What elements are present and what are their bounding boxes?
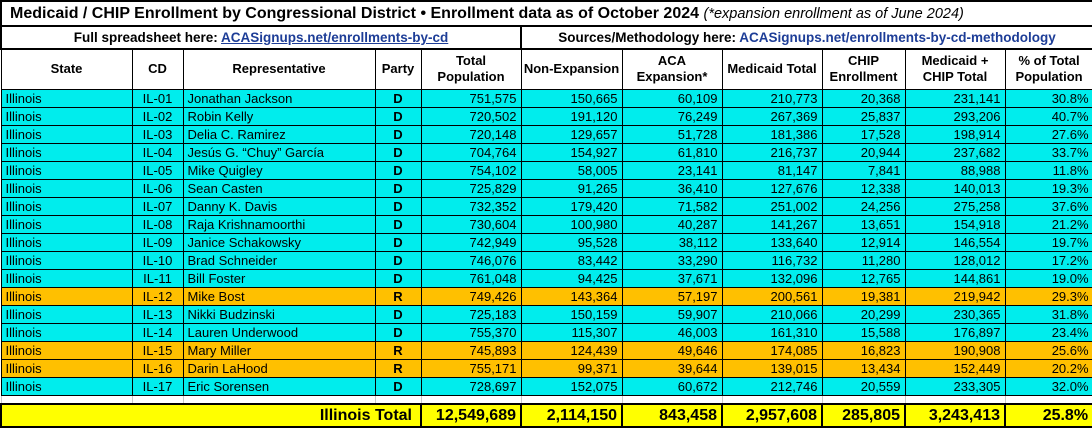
cell-party: D	[375, 197, 421, 215]
cell-party: D	[375, 305, 421, 323]
cell-party: D	[375, 107, 421, 125]
table-row	[1, 341, 1092, 359]
column-header-chip-enrollment: CHIP Enrollment	[822, 49, 905, 89]
cell-pct: 37.6%	[1005, 197, 1092, 215]
cell-cd: IL-09	[132, 233, 183, 251]
cell-rep: Eric Sorensen	[183, 377, 375, 395]
cell-pop: 742,949	[421, 233, 521, 251]
cell-medchip: 233,305	[905, 377, 1005, 395]
table-row	[1, 197, 1092, 215]
cell-nonexp: 150,159	[521, 305, 622, 323]
cell-pop: 755,370	[421, 323, 521, 341]
cell-party: R	[375, 287, 421, 305]
table-row	[1, 125, 1092, 143]
cell-medchip: 144,861	[905, 269, 1005, 287]
cell-medicaid: 267,369	[722, 107, 822, 125]
cell-medicaid: 132,096	[722, 269, 822, 287]
column-header-aca-expansion: ACA Expansion*	[622, 49, 722, 89]
methodology-link-label: Sources/Methodology here:	[558, 30, 737, 45]
cell-nonexp: 129,657	[521, 125, 622, 143]
cell-state: Illinois	[1, 143, 132, 161]
cell-rep: Robin Kelly	[183, 107, 375, 125]
cell-party: R	[375, 341, 421, 359]
cell-pop: 749,426	[421, 287, 521, 305]
cell-cd: IL-07	[132, 197, 183, 215]
cell-aca: 40,287	[622, 215, 722, 233]
table-row	[1, 143, 1092, 161]
cell-aca: 57,197	[622, 287, 722, 305]
cell-cd: IL-05	[132, 161, 183, 179]
spacer-cell	[722, 395, 822, 404]
cell-aca: 38,112	[622, 233, 722, 251]
cell-aca: 60,672	[622, 377, 722, 395]
cell-medchip: 140,013	[905, 179, 1005, 197]
cell-chip: 12,914	[822, 233, 905, 251]
cell-rep: Jesús G. “Chuy” García	[183, 143, 375, 161]
cell-state: Illinois	[1, 305, 132, 323]
spreadsheet-link[interactable]: ACASignups.net/enrollments-by-cd	[221, 30, 449, 45]
spacer-row	[1, 395, 1092, 404]
cell-medchip: 176,897	[905, 323, 1005, 341]
cell-medchip: 128,012	[905, 251, 1005, 269]
cell-pop: 745,893	[421, 341, 521, 359]
total-aca-expansion-value: 843,458	[622, 404, 722, 427]
cell-rep: Mike Quigley	[183, 161, 375, 179]
cell-chip: 12,765	[822, 269, 905, 287]
cell-rep: Lauren Underwood	[183, 323, 375, 341]
cell-state: Illinois	[1, 359, 132, 377]
cell-cd: IL-16	[132, 359, 183, 377]
cell-pct: 17.2%	[1005, 251, 1092, 269]
cell-medicaid: 81,147	[722, 161, 822, 179]
spacer-cell	[622, 395, 722, 404]
table-row	[1, 377, 1092, 395]
cell-nonexp: 154,927	[521, 143, 622, 161]
cell-party: R	[375, 359, 421, 377]
cell-nonexp: 191,120	[521, 107, 622, 125]
cell-state: Illinois	[1, 89, 132, 107]
spacer-cell	[822, 395, 905, 404]
cell-rep: Mary Miller	[183, 341, 375, 359]
table-row	[1, 233, 1092, 251]
cell-aca: 59,907	[622, 305, 722, 323]
column-header-state: State	[1, 49, 132, 89]
cell-nonexp: 83,442	[521, 251, 622, 269]
cell-chip: 11,280	[822, 251, 905, 269]
spreadsheet-link-label: Full spreadsheet here:	[73, 30, 218, 45]
cell-pop: 732,352	[421, 197, 521, 215]
cell-medicaid: 133,640	[722, 233, 822, 251]
cell-pct: 19.0%	[1005, 269, 1092, 287]
page-title	[1, 1, 1092, 26]
cell-aca: 51,728	[622, 125, 722, 143]
cell-state: Illinois	[1, 215, 132, 233]
cell-medchip: 190,908	[905, 341, 1005, 359]
cell-medicaid: 212,746	[722, 377, 822, 395]
table-row	[1, 179, 1092, 197]
cell-nonexp: 179,420	[521, 197, 622, 215]
cell-chip: 24,256	[822, 197, 905, 215]
cell-medicaid: 141,267	[722, 215, 822, 233]
cell-cd: IL-11	[132, 269, 183, 287]
table-row	[1, 269, 1092, 287]
column-header-row	[1, 49, 1092, 89]
spacer-cell	[132, 395, 183, 404]
cell-pct: 27.6%	[1005, 125, 1092, 143]
cell-cd: IL-04	[132, 143, 183, 161]
cell-medchip: 154,918	[905, 215, 1005, 233]
cell-pct: 11.8%	[1005, 161, 1092, 179]
table-row	[1, 251, 1092, 269]
column-header-total-population: Total Population	[421, 49, 521, 89]
cell-party: D	[375, 179, 421, 197]
total-chip-value: 285,805	[822, 404, 905, 427]
cell-pct: 29.3%	[1005, 287, 1092, 305]
cell-medchip: 275,258	[905, 197, 1005, 215]
cell-state: Illinois	[1, 323, 132, 341]
cell-pop: 730,604	[421, 215, 521, 233]
title-note: (*expansion enrollment as of June 2024)	[703, 5, 964, 22]
cell-medicaid: 216,737	[722, 143, 822, 161]
cell-cd: IL-02	[132, 107, 183, 125]
cell-chip: 13,651	[822, 215, 905, 233]
cell-nonexp: 152,075	[521, 377, 622, 395]
spacer-cell	[1, 395, 132, 404]
cell-state: Illinois	[1, 161, 132, 179]
total-non-expansion-value: 2,114,150	[521, 404, 622, 427]
table-row	[1, 323, 1092, 341]
total-medicaid-chip-value: 3,243,413	[905, 404, 1005, 427]
cell-cd: IL-15	[132, 341, 183, 359]
cell-party: D	[375, 89, 421, 107]
cell-pct: 25.6%	[1005, 341, 1092, 359]
cell-nonexp: 94,425	[521, 269, 622, 287]
cell-state: Illinois	[1, 233, 132, 251]
cell-party: D	[375, 251, 421, 269]
column-header-pct-of-population: % of Total Population	[1005, 49, 1092, 89]
cell-cd: IL-14	[132, 323, 183, 341]
table-row	[1, 215, 1092, 233]
cell-aca: 36,410	[622, 179, 722, 197]
cell-pop: 704,764	[421, 143, 521, 161]
cell-medchip: 230,365	[905, 305, 1005, 323]
title-main: Medicaid / CHIP Enrollment by Congressional District • Enrollment data as of October 2024	[10, 4, 700, 22]
cell-pct: 21.2%	[1005, 215, 1092, 233]
cell-pop: 755,171	[421, 359, 521, 377]
cell-party: D	[375, 215, 421, 233]
table-row	[1, 107, 1092, 125]
cell-medicaid: 127,676	[722, 179, 822, 197]
cell-pct: 19.3%	[1005, 179, 1092, 197]
spacer-cell	[183, 395, 375, 404]
cell-pct: 40.7%	[1005, 107, 1092, 125]
total-pct-value: 25.8%	[1005, 404, 1092, 427]
cell-chip: 17,528	[822, 125, 905, 143]
cell-chip: 12,338	[822, 179, 905, 197]
cell-medicaid: 210,066	[722, 305, 822, 323]
cell-medicaid: 174,085	[722, 341, 822, 359]
cell-party: D	[375, 269, 421, 287]
cell-pct: 31.8%	[1005, 305, 1092, 323]
cell-party: D	[375, 377, 421, 395]
cell-medicaid: 210,773	[722, 89, 822, 107]
cell-chip: 15,588	[822, 323, 905, 341]
cell-pop: 728,697	[421, 377, 521, 395]
cell-pct: 23.4%	[1005, 323, 1092, 341]
cell-rep: Jonathan Jackson	[183, 89, 375, 107]
table-row	[1, 305, 1092, 323]
cell-nonexp: 95,528	[521, 233, 622, 251]
column-header-non-expansion: Non-Expansion	[521, 49, 622, 89]
cell-pop: 725,829	[421, 179, 521, 197]
cell-chip: 20,944	[822, 143, 905, 161]
cell-pop: 754,102	[421, 161, 521, 179]
cell-rep: Janice Schakowsky	[183, 233, 375, 251]
spreadsheet-link-cell	[1, 26, 521, 49]
cell-pop: 746,076	[421, 251, 521, 269]
cell-nonexp: 99,371	[521, 359, 622, 377]
cell-rep: Darin LaHood	[183, 359, 375, 377]
table-row	[1, 161, 1092, 179]
cell-state: Illinois	[1, 107, 132, 125]
cell-pop: 761,048	[421, 269, 521, 287]
title-row	[1, 1, 1092, 26]
cell-aca: 37,671	[622, 269, 722, 287]
cell-cd: IL-08	[132, 215, 183, 233]
table-row	[1, 359, 1092, 377]
cell-medchip: 237,682	[905, 143, 1005, 161]
cell-aca: 39,644	[622, 359, 722, 377]
column-header-medicaid-chip-total: Medicaid + CHIP Total	[905, 49, 1005, 89]
cell-aca: 71,582	[622, 197, 722, 215]
cell-chip: 13,434	[822, 359, 905, 377]
cell-nonexp: 143,364	[521, 287, 622, 305]
cell-chip: 7,841	[822, 161, 905, 179]
cell-rep: Mike Bost	[183, 287, 375, 305]
column-header-representative: Representative	[183, 49, 375, 89]
cell-state: Illinois	[1, 287, 132, 305]
total-row	[1, 404, 1092, 427]
cell-state: Illinois	[1, 269, 132, 287]
cell-medchip: 219,942	[905, 287, 1005, 305]
cell-medchip: 198,914	[905, 125, 1005, 143]
cell-rep: Nikki Budzinski	[183, 305, 375, 323]
cell-medicaid: 139,015	[722, 359, 822, 377]
cell-aca: 61,810	[622, 143, 722, 161]
spacer-cell	[905, 395, 1005, 404]
cell-cd: IL-13	[132, 305, 183, 323]
cell-nonexp: 115,307	[521, 323, 622, 341]
cell-state: Illinois	[1, 179, 132, 197]
cell-state: Illinois	[1, 125, 132, 143]
cell-pop: 725,183	[421, 305, 521, 323]
cell-nonexp: 100,980	[521, 215, 622, 233]
cell-aca: 60,109	[622, 89, 722, 107]
cell-party: D	[375, 143, 421, 161]
cell-medchip: 231,141	[905, 89, 1005, 107]
cell-rep: Brad Schneider	[183, 251, 375, 269]
table-row	[1, 287, 1092, 305]
cell-pct: 30.8%	[1005, 89, 1092, 107]
cell-state: Illinois	[1, 377, 132, 395]
methodology-link-cell	[521, 26, 1092, 49]
cell-pct: 33.7%	[1005, 143, 1092, 161]
cell-medicaid: 200,561	[722, 287, 822, 305]
cell-chip: 16,823	[822, 341, 905, 359]
cell-party: D	[375, 233, 421, 251]
cell-cd: IL-01	[132, 89, 183, 107]
cell-pct: 32.0%	[1005, 377, 1092, 395]
district-rows	[1, 89, 1092, 395]
cell-rep: Delia C. Ramirez	[183, 125, 375, 143]
cell-rep: Danny K. Davis	[183, 197, 375, 215]
cell-aca: 49,646	[622, 341, 722, 359]
cell-chip: 20,368	[822, 89, 905, 107]
cell-party: D	[375, 161, 421, 179]
column-header-medicaid-total: Medicaid Total	[722, 49, 822, 89]
cell-cd: IL-10	[132, 251, 183, 269]
cell-medchip: 88,988	[905, 161, 1005, 179]
cell-pct: 19.7%	[1005, 233, 1092, 251]
cell-rep: Bill Foster	[183, 269, 375, 287]
cell-nonexp: 150,665	[521, 89, 622, 107]
table-row	[1, 89, 1092, 107]
spacer-cell	[421, 395, 521, 404]
total-label: Illinois Total	[1, 404, 421, 427]
column-header-cd: CD	[132, 49, 183, 89]
cell-chip: 19,381	[822, 287, 905, 305]
cell-party: D	[375, 125, 421, 143]
methodology-link[interactable]: ACASignups.net/enrollments-by-cd-methodology	[739, 30, 1056, 45]
cell-pop: 720,148	[421, 125, 521, 143]
total-medicaid-value: 2,957,608	[722, 404, 822, 427]
cell-state: Illinois	[1, 197, 132, 215]
cell-aca: 33,290	[622, 251, 722, 269]
cell-medchip: 152,449	[905, 359, 1005, 377]
cell-rep: Raja Krishnamoorthi	[183, 215, 375, 233]
cell-chip: 20,559	[822, 377, 905, 395]
cell-pct: 20.2%	[1005, 359, 1092, 377]
cell-rep: Sean Casten	[183, 179, 375, 197]
cell-medchip: 146,554	[905, 233, 1005, 251]
cell-nonexp: 124,439	[521, 341, 622, 359]
total-population-value: 12,549,689	[421, 404, 521, 427]
cell-cd: IL-12	[132, 287, 183, 305]
cell-aca: 76,249	[622, 107, 722, 125]
spacer-cell	[521, 395, 622, 404]
cell-pop: 751,575	[421, 89, 521, 107]
cell-cd: IL-06	[132, 179, 183, 197]
cell-aca: 23,141	[622, 161, 722, 179]
cell-medicaid: 161,310	[722, 323, 822, 341]
cell-pop: 720,502	[421, 107, 521, 125]
cell-party: D	[375, 323, 421, 341]
cell-medicaid: 116,732	[722, 251, 822, 269]
cell-state: Illinois	[1, 251, 132, 269]
cell-chip: 20,299	[822, 305, 905, 323]
cell-aca: 46,003	[622, 323, 722, 341]
cell-medicaid: 251,002	[722, 197, 822, 215]
spacer-cell	[1005, 395, 1092, 404]
cell-medchip: 293,206	[905, 107, 1005, 125]
cell-medicaid: 181,386	[722, 125, 822, 143]
cell-cd: IL-17	[132, 377, 183, 395]
links-row	[1, 26, 1092, 49]
spacer-cell	[375, 395, 421, 404]
cell-nonexp: 58,005	[521, 161, 622, 179]
cell-nonexp: 91,265	[521, 179, 622, 197]
cell-state: Illinois	[1, 341, 132, 359]
cell-chip: 25,837	[822, 107, 905, 125]
column-header-party: Party	[375, 49, 421, 89]
cell-cd: IL-03	[132, 125, 183, 143]
